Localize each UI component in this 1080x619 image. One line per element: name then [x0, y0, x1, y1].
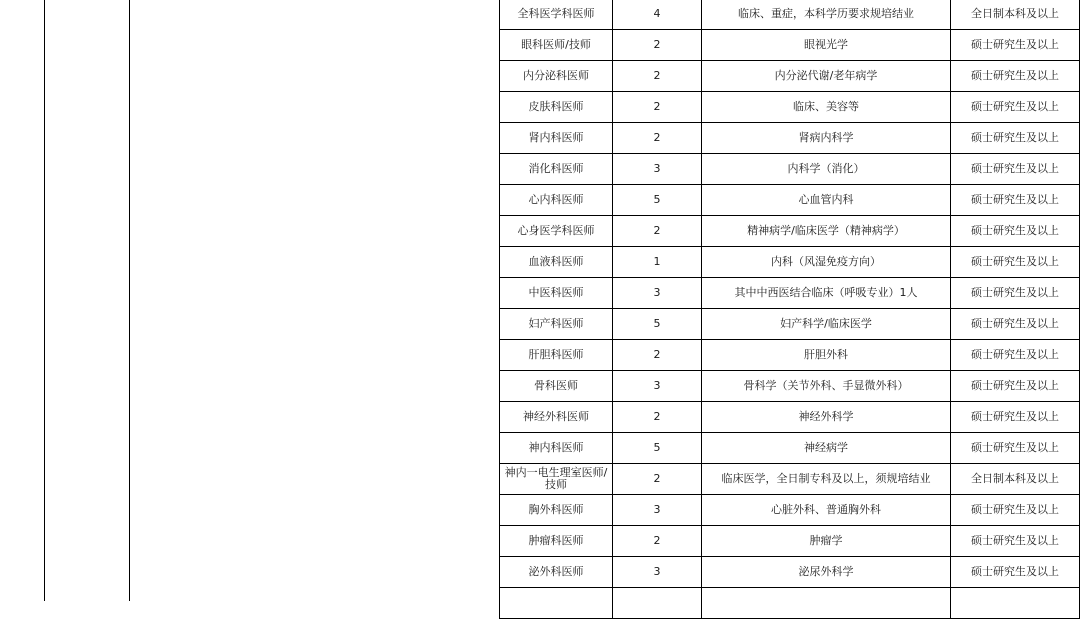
count-cell: 2: [613, 123, 702, 154]
column-divider-line: [129, 0, 130, 601]
major-cell: 眼视光学: [702, 30, 951, 61]
count-cell: 3: [613, 557, 702, 588]
count-cell: 2: [613, 61, 702, 92]
education-cell: 硕士研究生及以上: [951, 495, 1080, 526]
major-cell: 肝胆外科: [702, 340, 951, 371]
table-row: [500, 433, 1080, 464]
count-cell: 2: [613, 30, 702, 61]
education-cell: 硕士研究生及以上: [951, 433, 1080, 464]
major-cell: 肿瘤学: [702, 526, 951, 557]
recruitment-table-wrapper: [499, 0, 1080, 619]
table-row: [500, 588, 1080, 619]
position-cell: 眼科医师/技师: [500, 30, 613, 61]
education-cell: 全日制本科及以上: [951, 464, 1080, 495]
position-cell: 肿瘤科医师: [500, 526, 613, 557]
major-cell: 神经病学: [702, 433, 951, 464]
education-cell: 硕士研究生及以上: [951, 92, 1080, 123]
position-cell: 妇产科医师: [500, 309, 613, 340]
position-cell: 神经外科医师: [500, 402, 613, 433]
table-row: [500, 309, 1080, 340]
count-cell: 2: [613, 216, 702, 247]
position-cell: 心身医学科医师: [500, 216, 613, 247]
education-cell: 硕士研究生及以上: [951, 340, 1080, 371]
count-cell: 5: [613, 433, 702, 464]
table-row: [500, 216, 1080, 247]
education-cell: 硕士研究生及以上: [951, 278, 1080, 309]
education-cell: 硕士研究生及以上: [951, 216, 1080, 247]
table-row: [500, 61, 1080, 92]
major-cell: 泌尿外科学: [702, 557, 951, 588]
position-cell: 泌外科医师: [500, 557, 613, 588]
major-cell: 妇产科学/临床医学: [702, 309, 951, 340]
education-cell: 全日制本科及以上: [951, 0, 1080, 30]
education-cell: 硕士研究生及以上: [951, 557, 1080, 588]
major-cell: 心血管内科: [702, 185, 951, 216]
position-cell: [500, 588, 613, 619]
table-row: [500, 371, 1080, 402]
table-row: [500, 278, 1080, 309]
position-cell: 胸外科医师: [500, 495, 613, 526]
major-cell: 精神病学/临床医学（精神病学）: [702, 216, 951, 247]
education-cell: [951, 588, 1080, 619]
recruitment-table-body: [500, 0, 1080, 619]
position-cell: 血液科医师: [500, 247, 613, 278]
education-cell: 硕士研究生及以上: [951, 402, 1080, 433]
position-cell: 神内科医师: [500, 433, 613, 464]
table-row: [500, 526, 1080, 557]
major-cell: 心脏外科、普通胸外科: [702, 495, 951, 526]
count-cell: 2: [613, 402, 702, 433]
education-cell: 硕士研究生及以上: [951, 309, 1080, 340]
table-row: [500, 154, 1080, 185]
position-cell: 骨科医师: [500, 371, 613, 402]
recruitment-table: [499, 0, 1080, 619]
count-cell: 2: [613, 340, 702, 371]
count-cell: 2: [613, 526, 702, 557]
table-row: [500, 185, 1080, 216]
table-row: [500, 495, 1080, 526]
major-cell: 肾病内科学: [702, 123, 951, 154]
table-row: [500, 464, 1080, 495]
left-border-line: [44, 0, 45, 601]
position-cell: 内分泌科医师: [500, 61, 613, 92]
count-cell: 2: [613, 464, 702, 495]
position-cell: 中医科医师: [500, 278, 613, 309]
table-row: [500, 402, 1080, 433]
count-cell: 3: [613, 371, 702, 402]
position-cell: 全科医学科医师: [500, 0, 613, 30]
position-cell: 神内一电生理室医师/技师: [500, 464, 613, 495]
major-cell: 神经外科学: [702, 402, 951, 433]
position-cell: 肝胆科医师: [500, 340, 613, 371]
position-cell: 皮肤科医师: [500, 92, 613, 123]
position-cell: 心内科医师: [500, 185, 613, 216]
major-cell: 内科（风湿免疫方向）: [702, 247, 951, 278]
education-cell: 硕士研究生及以上: [951, 185, 1080, 216]
table-row: [500, 30, 1080, 61]
count-cell: 3: [613, 278, 702, 309]
major-cell: [702, 588, 951, 619]
education-cell: 硕士研究生及以上: [951, 371, 1080, 402]
major-cell: 骨科学（关节外科、手显微外科）: [702, 371, 951, 402]
major-cell: 内科学（消化）: [702, 154, 951, 185]
major-cell: 临床、美容等: [702, 92, 951, 123]
education-cell: 硕士研究生及以上: [951, 30, 1080, 61]
table-row: [500, 0, 1080, 30]
count-cell: 2: [613, 92, 702, 123]
major-cell: 临床、重症，本科学历要求规培结业: [702, 0, 951, 30]
count-cell: 5: [613, 185, 702, 216]
table-row: [500, 92, 1080, 123]
major-cell: 其中中西医结合临床（呼吸专业）1人: [702, 278, 951, 309]
major-cell: 临床医学，全日制专科及以上，须规培结业: [702, 464, 951, 495]
count-cell: 3: [613, 154, 702, 185]
major-cell: 内分泌代谢/老年病学: [702, 61, 951, 92]
count-cell: 4: [613, 0, 702, 30]
education-cell: 硕士研究生及以上: [951, 61, 1080, 92]
position-cell: 肾内科医师: [500, 123, 613, 154]
count-cell: 3: [613, 495, 702, 526]
position-cell: 消化科医师: [500, 154, 613, 185]
count-cell: [613, 588, 702, 619]
education-cell: 硕士研究生及以上: [951, 247, 1080, 278]
education-cell: 硕士研究生及以上: [951, 526, 1080, 557]
count-cell: 1: [613, 247, 702, 278]
table-row: [500, 340, 1080, 371]
table-row: [500, 123, 1080, 154]
education-cell: 硕士研究生及以上: [951, 123, 1080, 154]
count-cell: 5: [613, 309, 702, 340]
table-row: [500, 557, 1080, 588]
education-cell: 硕士研究生及以上: [951, 154, 1080, 185]
table-row: [500, 247, 1080, 278]
